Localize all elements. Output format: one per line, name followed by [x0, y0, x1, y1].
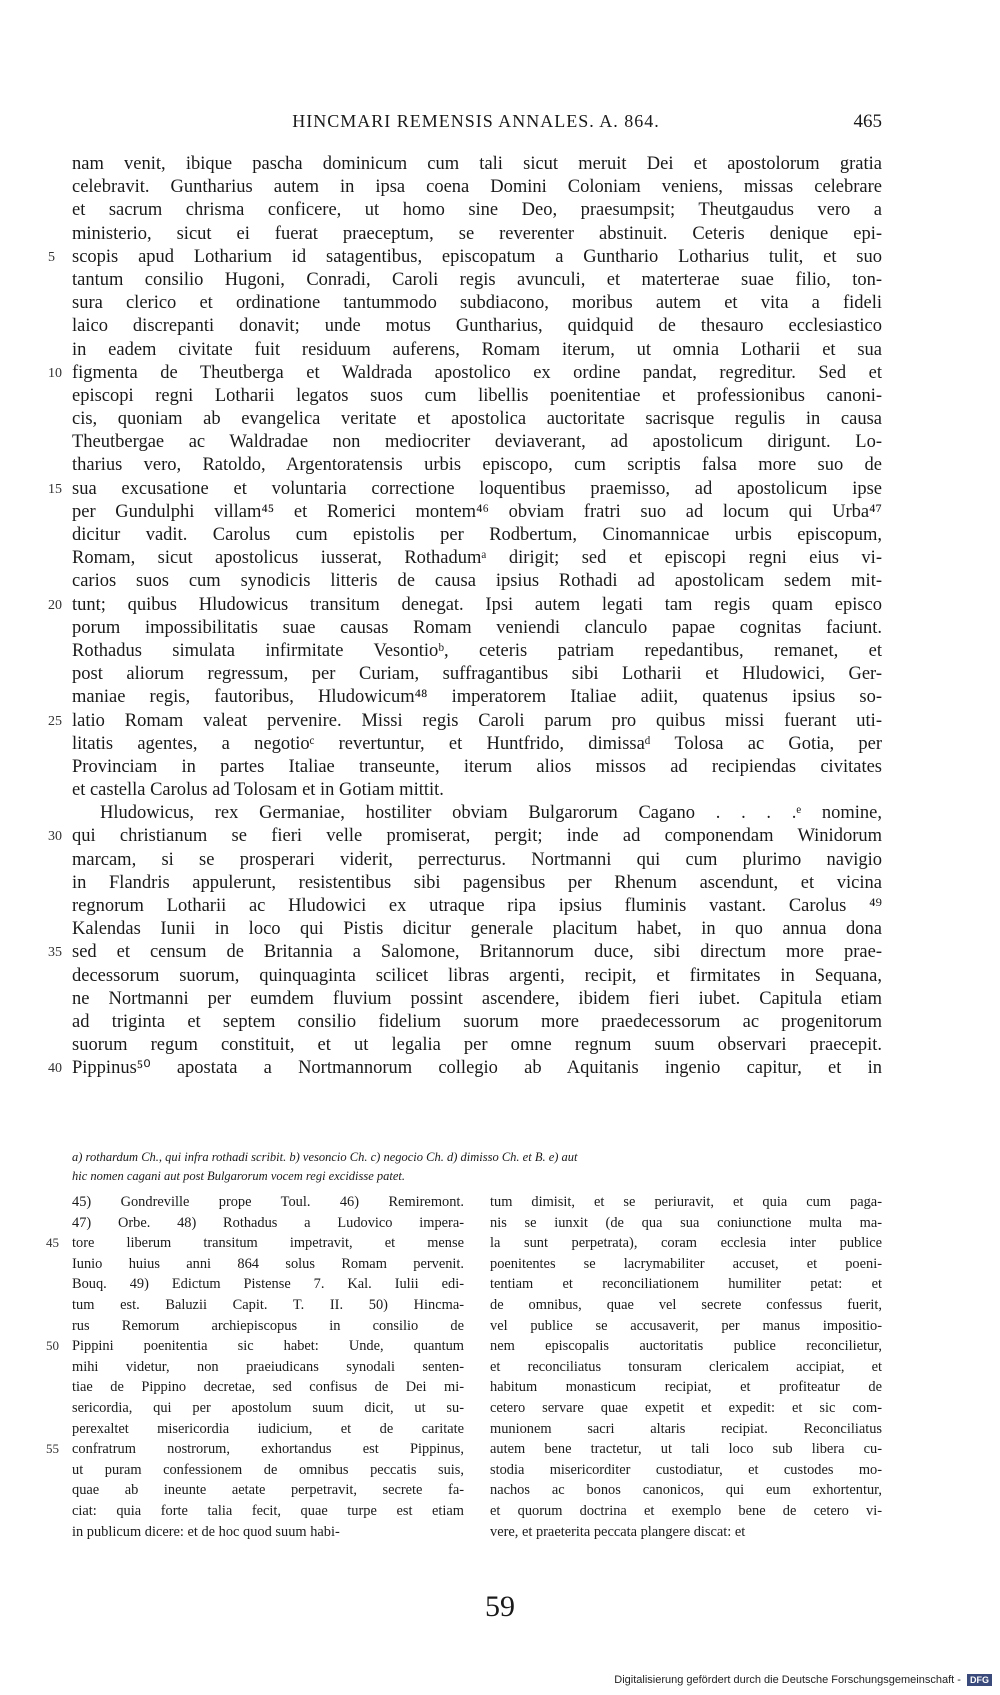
line-text: Romam, sicut apostolicus iusserat, Rothadumᵃ dirigit; sed et episcopi regni eius vi- — [72, 548, 882, 569]
text-line — [72, 640, 882, 663]
line-text: Hludowicus, rex Germaniae, hostiliter obviam Bulgarorum Cagano . . . .ᵉ nomine, — [100, 803, 882, 824]
line-text: et sacrum chrisma conficere, ut homo sine Deo, praesumpsit; Theutgaudus vero a — [72, 200, 882, 221]
note-line — [72, 1295, 464, 1316]
text-line — [72, 176, 882, 199]
line-text: laico discrepanti donavit; unde motus Guntharius, quidquid de thesauro ecclesiastico — [72, 316, 882, 337]
note-text: tum est. Baluzii Capit. T. II. 50) Hincma- — [72, 1296, 464, 1313]
note-line — [72, 1480, 464, 1501]
note-text: nachos ac bonos canonicos, qui eum exhortentur, — [490, 1482, 882, 1499]
notes-right-column — [490, 1192, 882, 1542]
line-text: scopis apud Lotharium id satagentibus, episcopatum a Gunthario Lotharius tulit, et suo — [72, 246, 882, 267]
note-text: tore liberum transitum impetravit, et mense — [72, 1235, 464, 1252]
line-text: post aliorum regressum, per Curiam, suffragantibus sibi Lotharii et Hludowici, Ger- — [72, 664, 882, 685]
text-line — [48, 710, 882, 733]
text-line — [72, 524, 882, 547]
note-text: cetero servare quae expetit et expedit: et sic com- — [490, 1399, 882, 1416]
text-line — [72, 408, 882, 431]
note-line — [46, 1336, 464, 1357]
text-line — [48, 941, 882, 964]
text-line — [72, 802, 882, 825]
line-number: 15 — [48, 481, 62, 497]
line-text: Theutbergae ac Waldradae non mediocriter deviaverant, ad apostolicum dirigunt. Lo- — [72, 432, 882, 453]
text-line — [48, 594, 882, 617]
note-text: Iunio huius anni 864 solus Romam pervenit. — [72, 1255, 464, 1272]
note-line — [490, 1274, 882, 1295]
line-text: Pippinus⁵⁰ apostata a Nortmannorum collegio ab Aquitanis ingenio capitur, et in — [72, 1058, 882, 1079]
note-text: tiae de Pippino decretae, sed confisus de Dei mi- — [72, 1379, 464, 1396]
line-text: tharius vero, Ratoldo, Argentoratensis urbis episcopo, cum scriptis falsa more suo de — [72, 455, 882, 476]
line-number: 25 — [48, 713, 62, 729]
line-text: in eadem civitate fuit residuum auferens, Romam iterum, ut omnia Lotharii et sua — [72, 339, 882, 360]
note-line — [490, 1233, 882, 1254]
dfg-logo: DFG — [967, 1674, 992, 1686]
note-text: autem bene tractetur, ut tali loco sub libera cu- — [490, 1441, 882, 1458]
note-line-number: 55 — [46, 1441, 59, 1457]
line-text: in Flandris appulerunt, resistentibus sibi pagensibus per Rhenum ascendunt, et vicina — [72, 872, 882, 893]
note-text: ut puram confessionem de omnibus peccatis suis, — [72, 1461, 464, 1478]
text-line — [72, 223, 882, 246]
note-line — [72, 1377, 464, 1398]
note-line — [490, 1213, 882, 1234]
line-text: carios suos cum synodicis litteris de causa ipsius Rothadi ad apostolicam sedem mit- — [72, 571, 882, 592]
note-line — [72, 1501, 464, 1522]
line-text: per Gundulphi villam⁴⁵ et Romerici montem⁴⁶ obviam fratri suo ad locum qui Urba⁴⁷ — [72, 501, 882, 522]
line-text: nam venit, ibique pascha dominicum cum tali sicut meruit Dei et apostolorum gratia — [72, 154, 882, 174]
line-text: episcopi regni Lotharii legatos suos cum libellis poenitentiae et professionibus canoni- — [72, 385, 882, 406]
text-line — [72, 617, 882, 640]
text-line — [48, 1057, 882, 1080]
note-text: mihi videtur, non praeiudicans synodali senten- — [72, 1358, 464, 1375]
note-text: vel publice se accusaverit, per manus impositio- — [490, 1317, 882, 1334]
note-line — [490, 1254, 882, 1275]
line-text: qui christianum se fieri velle promiserat, pergit; inde ad componendam Winidorum — [72, 826, 882, 847]
note-line — [490, 1192, 882, 1213]
text-line — [72, 547, 882, 570]
note-line — [490, 1439, 882, 1460]
text-line — [72, 431, 882, 454]
line-text: ad triginta et septem consilio fidelium suorum more praedecessorum ac progenitorum — [72, 1011, 882, 1032]
note-text: perexaltet misericordia iudicium, et de caritate — [72, 1420, 464, 1437]
note-text: quae ab ineunte aetate perpetravit, secrete fa- — [72, 1482, 464, 1499]
line-text: decessorum suorum, quinquaginta scilicet libras argenti, recipit, et firmitates in Sequana, — [72, 965, 882, 986]
note-text: poenitentes se lacrymabiliter accuset, et poeni- — [490, 1255, 882, 1272]
line-text: cis, quoniam ab evangelica veritate et apostolica auctoritate sacrisque regulis in causa — [72, 409, 882, 430]
note-text: sericordia, qui per apostolum suum dicit, ut su- — [72, 1399, 464, 1416]
line-number: 30 — [48, 829, 62, 845]
note-line — [490, 1295, 882, 1316]
line-number: 5 — [48, 249, 55, 265]
note-text: nis se iunxit (de qua sua coniunctione multa ma- — [490, 1214, 882, 1231]
text-line — [72, 988, 882, 1011]
text-line — [72, 153, 882, 176]
text-line — [72, 570, 882, 593]
line-text: figmenta de Theutberga et Waldrada apostolico ex ordine pandat, regreditur. Sed et — [72, 362, 882, 383]
note-text: Pippini poenitentia sic habet: Unde, quantum — [72, 1338, 464, 1355]
note-line — [72, 1213, 464, 1234]
note-line — [72, 1398, 464, 1419]
note-text: in publicum dicere: et de hoc quod suum habi- — [72, 1523, 340, 1540]
text-line — [72, 339, 882, 362]
text-line — [72, 269, 882, 292]
note-text: tum dimisit, et se periuravit, et quia cum paga- — [490, 1194, 882, 1210]
line-text: Provinciam in partes Italiae transeunte, iterum alios missos ad recipiendas civitates — [72, 756, 882, 777]
note-text: habitum monasticum recipiat, et profiteatur de — [490, 1379, 882, 1396]
note-text: ciat: quia forte talia fecit, quae turpe est etiam — [72, 1502, 464, 1519]
text-line — [72, 872, 882, 895]
note-line-number: 50 — [46, 1338, 59, 1354]
note-line — [490, 1377, 882, 1398]
note-line — [72, 1192, 464, 1213]
line-text: sura clerico et ordinatione tantummodo subdiacono, moribus autem et vita a fideli — [72, 293, 882, 314]
note-line — [72, 1254, 464, 1275]
line-text: dicitur vadit. Carolus cum epistolis per Rodbertum, Cinomannicae urbis episcopum, — [72, 525, 882, 545]
text-line — [72, 849, 882, 872]
note-text: Bouq. 49) Edictum Pistense 7. Kal. Iulii edi- — [72, 1276, 464, 1293]
note-text: vere, et praeterita peccata plangere discat: et — [490, 1523, 746, 1540]
line-text: latio Romam valeat pervenire. Missi regis Caroli parum pro quibus missi fuerant uti- — [72, 710, 882, 731]
line-text: ministerio, sicut ei fuerat praeceptum, se reverenter abstinuit. Ceteris denique epi- — [72, 223, 882, 244]
apparatus-line: a) rothardum Ch., qui infra rothadi scribit. b) vesoncio Ch. c) negocio Ch. d) dimisso Ch. et B. e) aut — [72, 1150, 578, 1164]
note-text: confratrum nostrorum, exhortandus est Pippinus, — [72, 1441, 464, 1458]
note-line — [46, 1439, 464, 1460]
line-text: litatis agentes, a negotioᶜ revertuntur, et Huntfrido, dimissaᵈ Tolosa ac Gotia, per — [72, 733, 882, 754]
line-number: 20 — [48, 597, 62, 613]
note-text: la sunt perpetrata), coram ecclesia inter publice — [490, 1235, 882, 1252]
note-line — [72, 1522, 464, 1543]
note-line — [490, 1522, 882, 1543]
note-line — [72, 1316, 464, 1337]
text-line — [72, 686, 882, 709]
notes-left-column — [46, 1192, 464, 1542]
line-text: tunt; quibus Hludowicus transitum denegat. Ipsi autem legati tam regis quam episco — [72, 594, 882, 615]
credit-text: Digitalisierung gefördert durch die Deutsche Forschungsgemeinschaft - — [614, 1674, 961, 1686]
line-number: 10 — [48, 365, 62, 381]
line-text: tantum consilio Hugoni, Conradi, Caroli regis avunculi, et materterae suae filio, ton- — [72, 269, 882, 290]
note-line — [72, 1274, 464, 1295]
note-line — [490, 1398, 882, 1419]
note-text: 45) Gondreville prope Toul. 46) Remiremont. — [72, 1194, 464, 1210]
text-line — [48, 825, 882, 848]
line-text: sua excusatione et voluntaria correctione loquentibus praemisso, ad apostolicum ipse — [72, 478, 882, 499]
note-line — [490, 1419, 882, 1440]
line-text: Kalendas Iunii in loco qui Pistis dicitur generale placitum habet, in quo annua dona — [72, 919, 882, 940]
note-line — [490, 1336, 882, 1357]
note-line — [490, 1357, 882, 1378]
running-title: HINCMARI REMENSIS ANNALES. A. 864. — [292, 111, 660, 131]
line-text: ne Nortmanni per eumdem fluvium possint ascendere, ibidem fieri iubet. Capitula etiam — [72, 988, 882, 1009]
digitization-credit — [556, 1674, 992, 1686]
note-line-number: 45 — [46, 1235, 59, 1251]
critical-apparatus — [72, 1148, 882, 1186]
running-header — [70, 111, 882, 139]
note-line — [46, 1233, 464, 1254]
text-line — [72, 315, 882, 338]
text-line — [72, 756, 882, 779]
line-text: marcam, si se prosperari viderit, perrecturus. Nortmanni qui cum plurimo navigio — [72, 849, 882, 870]
note-line — [490, 1480, 882, 1501]
note-line — [490, 1501, 882, 1522]
signature-mark: 59 — [485, 1590, 515, 1623]
line-text: et castella Carolus ad Tolosam et in Gotiam mittit. — [72, 780, 444, 801]
line-text: regnorum Lotharii ac Hludowici ex utraque ripa ipsius fluminis vastant. Carolus ⁴⁹ — [72, 896, 882, 916]
text-line — [72, 199, 882, 222]
line-text: maniae regis, fautoribus, Hludowicum⁴⁸ imperatorem Italiae adiit, quatenus ipsius so- — [72, 687, 882, 708]
line-text: Rothadus simulata infirmitate Vesontioᵇ, ceteris patriam repedantibus, remanet, et — [72, 640, 882, 661]
line-number: 40 — [48, 1061, 62, 1077]
text-line — [72, 733, 882, 756]
line-text: sed et censum de Britannia a Salomone, Britannorum duce, sibi directum more prae- — [72, 942, 882, 963]
page-number: 465 — [853, 111, 882, 132]
text-line — [72, 292, 882, 315]
note-text: 47) Orbe. 48) Rothadus a Ludovico impera- — [72, 1214, 464, 1231]
text-line — [72, 663, 882, 686]
text-line — [72, 779, 882, 802]
note-line — [72, 1419, 464, 1440]
text-line — [72, 385, 882, 408]
note-text: tentiam et reconciliationem humiliter petat: et — [490, 1276, 882, 1293]
text-line — [72, 501, 882, 524]
note-text: et quorum doctrina et exemplo bene de cetero vi- — [490, 1502, 882, 1519]
text-line — [72, 918, 882, 941]
apparatus-line: hic nomen cagani aut post Bulgarorum vocem regi excidisse patet. — [72, 1169, 406, 1183]
text-line — [72, 454, 882, 477]
line-text: suorum regum constituit, et ut legalia per omne regnum suum observari praecepit. — [72, 1035, 882, 1056]
line-text: porum impossibilitatis suae causas Romam veniendi clanculo papae cognitas faciunt. — [72, 617, 882, 638]
note-line — [72, 1357, 464, 1378]
line-number: 35 — [48, 945, 62, 961]
note-line — [72, 1460, 464, 1481]
main-text — [48, 153, 882, 1081]
note-line — [490, 1460, 882, 1481]
note-text: munionem sacri altaris recipiat. Reconciliatus — [490, 1420, 882, 1437]
text-line — [48, 246, 882, 269]
text-line — [72, 1011, 882, 1034]
text-line — [72, 895, 882, 918]
note-text: stodia misericorditer custodiatur, et custodes mo- — [490, 1461, 882, 1478]
note-text: de omnibus, quae vel secrete confessus fuerit, — [490, 1296, 882, 1313]
note-text: nem episcopalis auctoritatis publice reconcilietur, — [490, 1338, 882, 1355]
text-line — [72, 1034, 882, 1057]
text-line — [72, 965, 882, 988]
text-line — [48, 478, 882, 501]
note-text: et reconciliatus tonsuram clericalem accipiat, et — [490, 1358, 882, 1375]
note-line — [490, 1316, 882, 1337]
note-text: rus Remorum archiepiscopus in consilio de — [72, 1317, 464, 1334]
text-line — [48, 362, 882, 385]
line-text: celebravit. Guntharius autem in ipsa coena Domini Coloniam veniens, missas celebrare — [72, 177, 882, 198]
